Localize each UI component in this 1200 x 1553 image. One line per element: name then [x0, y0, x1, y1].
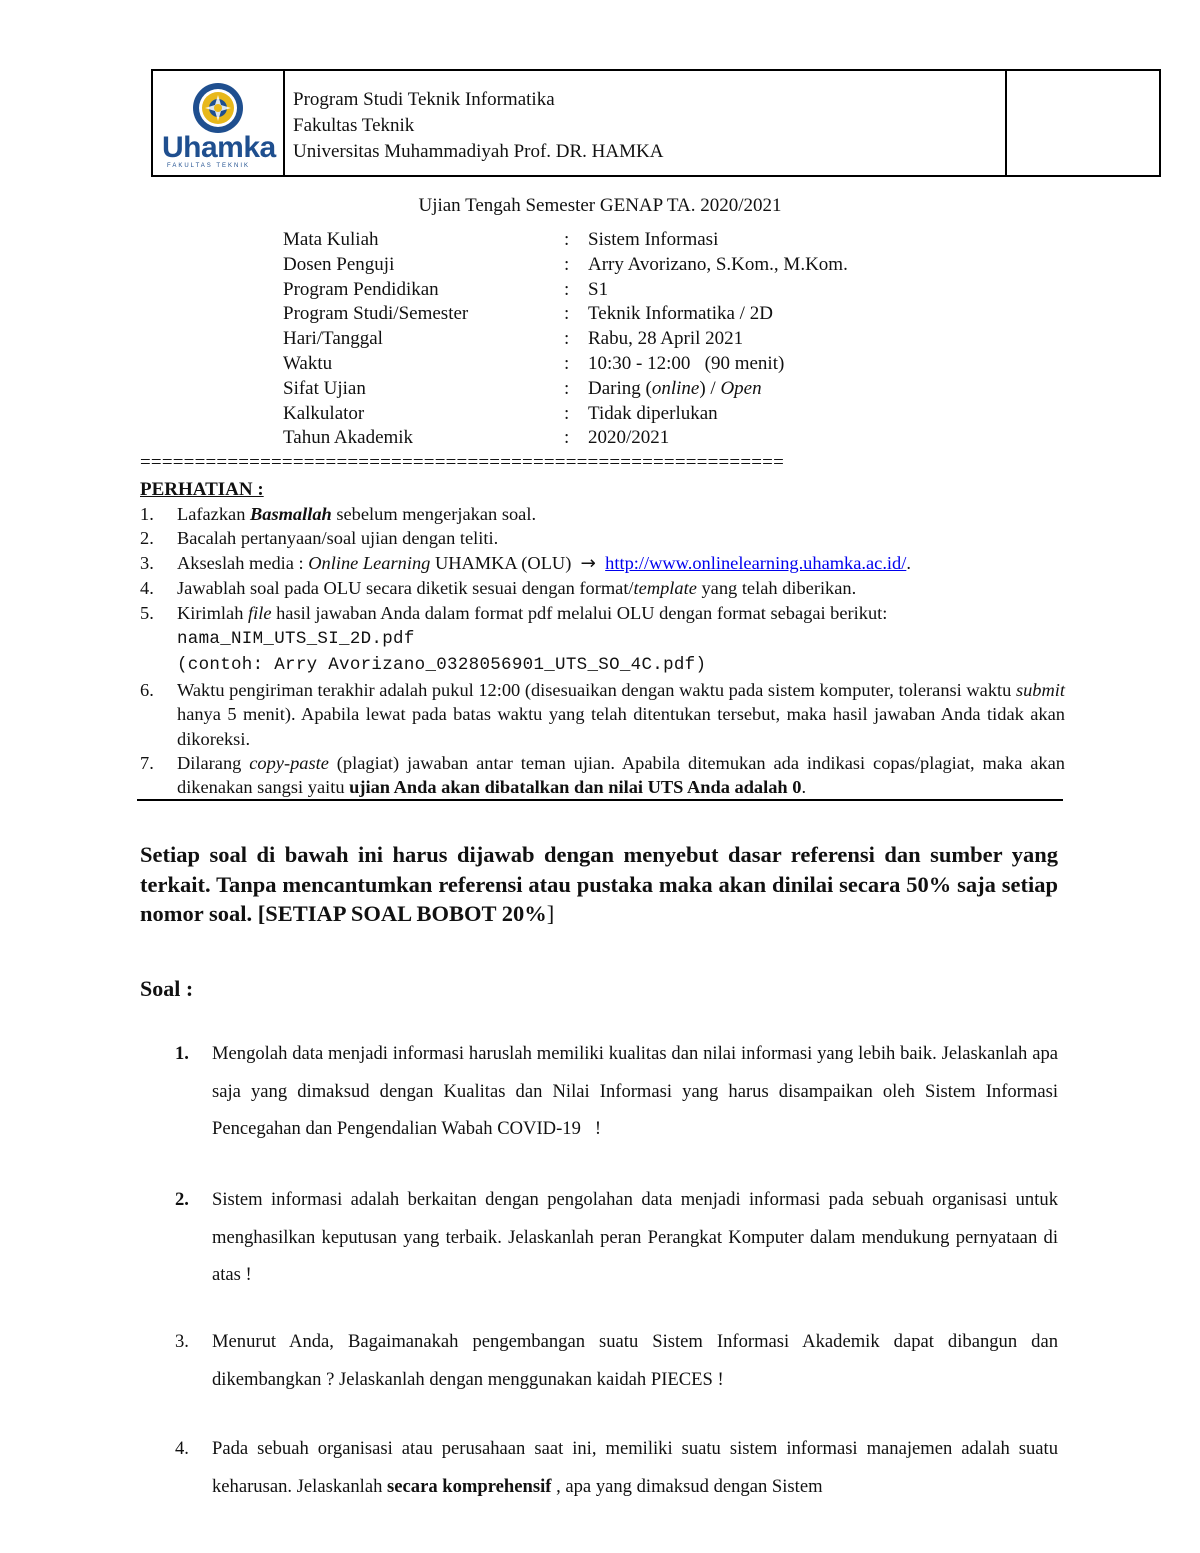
info-label: Mata Kuliah [283, 229, 379, 250]
info-colon: : [564, 402, 570, 424]
logo-subtext: FAKULTAS TEKNIK [167, 163, 251, 169]
instruction-paragraph: Setiap soal di bawah ini harus dijawab dengan menyebut dasar referensi dan sumber yang terkait. Tanpa mencantumkan referensi atau pustaka maka akan dinilai secara 50% saja setiap nomor soal. [SETIAP SOAL BOBOT 20%] [140, 842, 1058, 926]
list-item: 3. Akseslah media : Online Learning UHAMKA (OLU) → http://www.onlinelearning.uhamka.ac.id/. [140, 552, 911, 574]
list-item: 7. Dilarang copy-paste (plagiat) jawaban antar teman ujian. Apabila ditemukan ada indikasi copas/plagiat, maka akan dikenakan sangsi yaitu ujian Anda akan dibatalkan dan nilai UTS Anda adalah 0. [140, 753, 1065, 798]
info-value: 2020/2021 [588, 427, 670, 449]
logo-cell [153, 71, 285, 175]
attention-title: PERHATIAN : [140, 479, 264, 500]
info-label: Hari/Tanggal [283, 328, 383, 350]
filename-format: nama_NIM_UTS_SI_2D.pdf [177, 629, 415, 650]
question-number: 2. [175, 1189, 189, 1210]
question-number: 4. [175, 1438, 189, 1459]
list-item: 2. Bacalah pertanyaan/soal ujian dengan teliti. [140, 528, 499, 549]
list-item: 4. Jawablah soal pada OLU secara diketik sesuai dengan format/template yang telah diberikan. [140, 578, 857, 599]
info-colon: : [564, 352, 570, 374]
filename-example: (contoh: Arry Avorizano_0328056901_UTS_SO_4C.pdf) [177, 655, 707, 676]
info-colon: : [564, 229, 570, 250]
question-item [140, 1035, 1063, 1148]
info-label: Waktu [283, 352, 333, 374]
info-colon: : [564, 278, 570, 300]
info-label: Tahun Akademik [283, 427, 414, 449]
attention-list [140, 502, 1065, 800]
question-number: 3. [175, 1331, 189, 1352]
info-value: Tidak diperlukan [588, 402, 718, 424]
header-table [151, 69, 1161, 177]
info-label: Dosen Penguji [283, 253, 395, 275]
question-item [140, 1323, 1058, 1398]
question-item [140, 1181, 1058, 1294]
list-item: 6. Waktu pengiriman terakhir adalah pukul 12:00 (disesuaikan dengan waktu pada sistem komputer, toleransi waktu submit hanya 5 menit). Apabila lewat pada batas waktu yang telah ditentukan tersebut, maka hasil jawaban Anda tidak akan dikoreksi. [140, 679, 1065, 749]
info-colon: : [564, 328, 570, 350]
info-label: Sifat Ujian [283, 377, 366, 399]
question-text: Sistem informasi adalah berkaitan dengan pengolahan data menjadi informasi pada sebuah organisasi untuk menghasilkan keputusan yang terbaik. Jelaskanlah peran Perangkat Komputer dalam mendukung pernyataan di atas ! [212, 1189, 1058, 1285]
info-label: Program Pendidikan [283, 278, 439, 300]
questions-title: Soal : [140, 976, 194, 1001]
institution-line-2: Fakultas Teknik [293, 115, 415, 136]
info-colon: : [564, 377, 570, 399]
info-value: Sistem Informasi [588, 229, 719, 250]
question-text: Pada sebuah organisasi atau perusahaan saat ini, memiliki suatu sistem informasi manajemen adalah suatu keharusan. Jelaskanlah secara komprehensif , apa yang dimaksud dengan Sistem [212, 1438, 1058, 1497]
question-number: 1. [175, 1043, 189, 1064]
question-text: Menurut Anda, Bagaimanakah pengembangan suatu Sistem Informasi Akademik dapat dibangun dan dikembangkan ? Jelaskanlah dengan menggunakan kaidah PIECES ! [212, 1331, 1058, 1390]
info-colon: : [564, 303, 570, 325]
info-colon: : [564, 427, 570, 449]
logo-wordmark: Uhamka [162, 131, 276, 164]
info-value: Teknik Informatika / 2D [588, 303, 773, 325]
question-item [140, 1430, 1058, 1505]
info-label: Program Studi/Semester [283, 303, 469, 325]
institution-line-1: Program Studi Teknik Informatika [293, 89, 555, 110]
info-colon: : [564, 253, 570, 275]
separator-line: =========================================================== [140, 452, 785, 473]
question-text: Mengolah data menjadi informasi haruslah memiliki kualitas dan nilai informasi yang lebih baik. Jelaskanlah apa saja yang dimaksud dengan Kualitas dan Nilai Informasi yang harus disampaikan oleh Sistem Informasi Pencegahan dan Pengendalian Wabah COVID-19 ! [212, 1043, 1063, 1139]
olu-link[interactable]: http://www.onlinelearning.uhamka.ac.id/ [605, 552, 907, 573]
institution-cell [285, 71, 1007, 175]
info-value: Rabu, 28 April 2021 [588, 328, 744, 350]
info-value: 10:30 - 12:00 (90 menit) [588, 352, 785, 374]
exam-title: Ujian Tengah Semester GENAP TA. 2020/2021 [418, 195, 782, 216]
institution-line-3: Universitas Muhammadiyah Prof. DR. HAMKA [293, 141, 664, 162]
arrow-right-icon: → [580, 552, 596, 574]
divider [137, 799, 1063, 801]
info-value: Arry Avorizano, S.Kom., M.Kom. [588, 253, 848, 275]
info-label: Kalkulator [283, 402, 365, 424]
info-value: S1 [588, 278, 609, 300]
empty-cell [1007, 71, 1159, 175]
list-item: 5. Kirimlah file hasil jawaban Anda dalam format pdf melalui OLU dengan format sebagai berikut: nama_NIM_UTS_SI_2D.pdf (contoh: Arry Avorizano_0328056901_UTS_SO_4C.pdf) [140, 602, 888, 676]
list-item: 1. Lafazkan Basmallah sebelum mengerjakan soal. [140, 504, 537, 524]
uhamka-emblem-icon [191, 81, 245, 135]
info-value: Daring (online) / Open [588, 377, 762, 399]
